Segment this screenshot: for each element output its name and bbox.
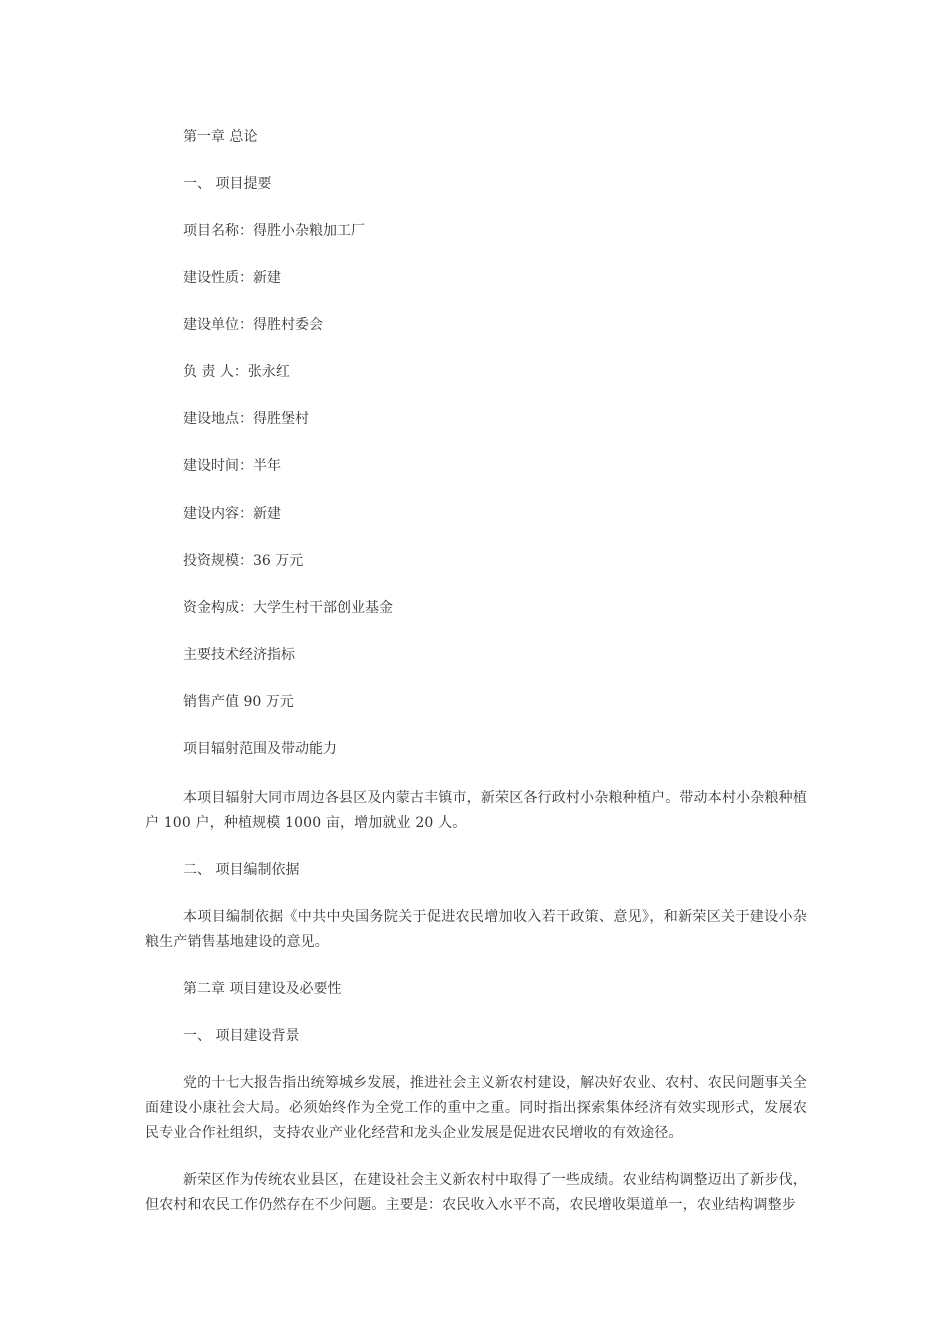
radiation-paragraph: 本项目辐射大同市周边各县区及内蒙古丰镇市，新荣区各行政村小杂粮种植户。带动本村小杂粮种植户 100 户，种植规模 1000 亩，增加就业 20 人。	[145, 790, 807, 831]
project-name: 项目名称：得胜小杂粮加工厂	[183, 223, 365, 239]
background-title: 一、 项目建设背景	[183, 1028, 300, 1044]
section-1-title: 一、 项目提要	[183, 176, 272, 192]
person-in-charge: 负 责 人：张永红	[183, 364, 290, 380]
fund-composition: 资金构成：大学生村干部创业基金	[183, 600, 393, 616]
construction-time: 建设时间：半年	[183, 458, 281, 474]
construction-content: 建设内容：新建	[183, 506, 281, 522]
section-2-title: 二、 项目编制依据	[183, 862, 300, 878]
background-paragraph-2: 新荣区作为传统农业县区，在建设社会主义新农村中取得了一些成绩。农业结构调整迈出了新步伐，但农村和农民工作仍然存在不少问题。主要是：农民收入水平不高，农民增收渠道单一，农业结构调整步	[145, 1172, 807, 1213]
chapter-2-heading: 第二章 项目建设及必要性	[183, 981, 342, 997]
construction-nature: 建设性质：新建	[183, 270, 281, 286]
document-page	[145, 0, 807, 1344]
basis-paragraph: 本项目编制依据《中共中央国务院关于促进农民增加收入若干政策、意见》，和新荣区关于建设小杂粮生产销售基地建设的意见。	[145, 909, 807, 950]
investment-scale: 投资规模：36 万元	[183, 553, 304, 569]
sales-output: 销售产值 90 万元	[183, 694, 294, 710]
chapter-1-heading: 第一章 总论	[183, 129, 258, 145]
radiation-title: 项目辐射范围及带动能力	[183, 741, 337, 757]
main-indicators: 主要技术经济指标	[183, 647, 295, 663]
background-paragraph-1: 党的十七大报告指出统筹城乡发展，推进社会主义新农村建设，解决好农业、农村、农民问题事关全面建设小康社会大局。必须始终作为全党工作的重中之重。同时指出探索集体经济有效实现形式，发展农民专业合作社组织，支持农业产业化经营和龙头企业发展是促进农民增收的有效途径。	[145, 1075, 807, 1141]
construction-location: 建设地点：得胜堡村	[183, 411, 309, 427]
construction-unit: 建设单位：得胜村委会	[183, 317, 323, 333]
